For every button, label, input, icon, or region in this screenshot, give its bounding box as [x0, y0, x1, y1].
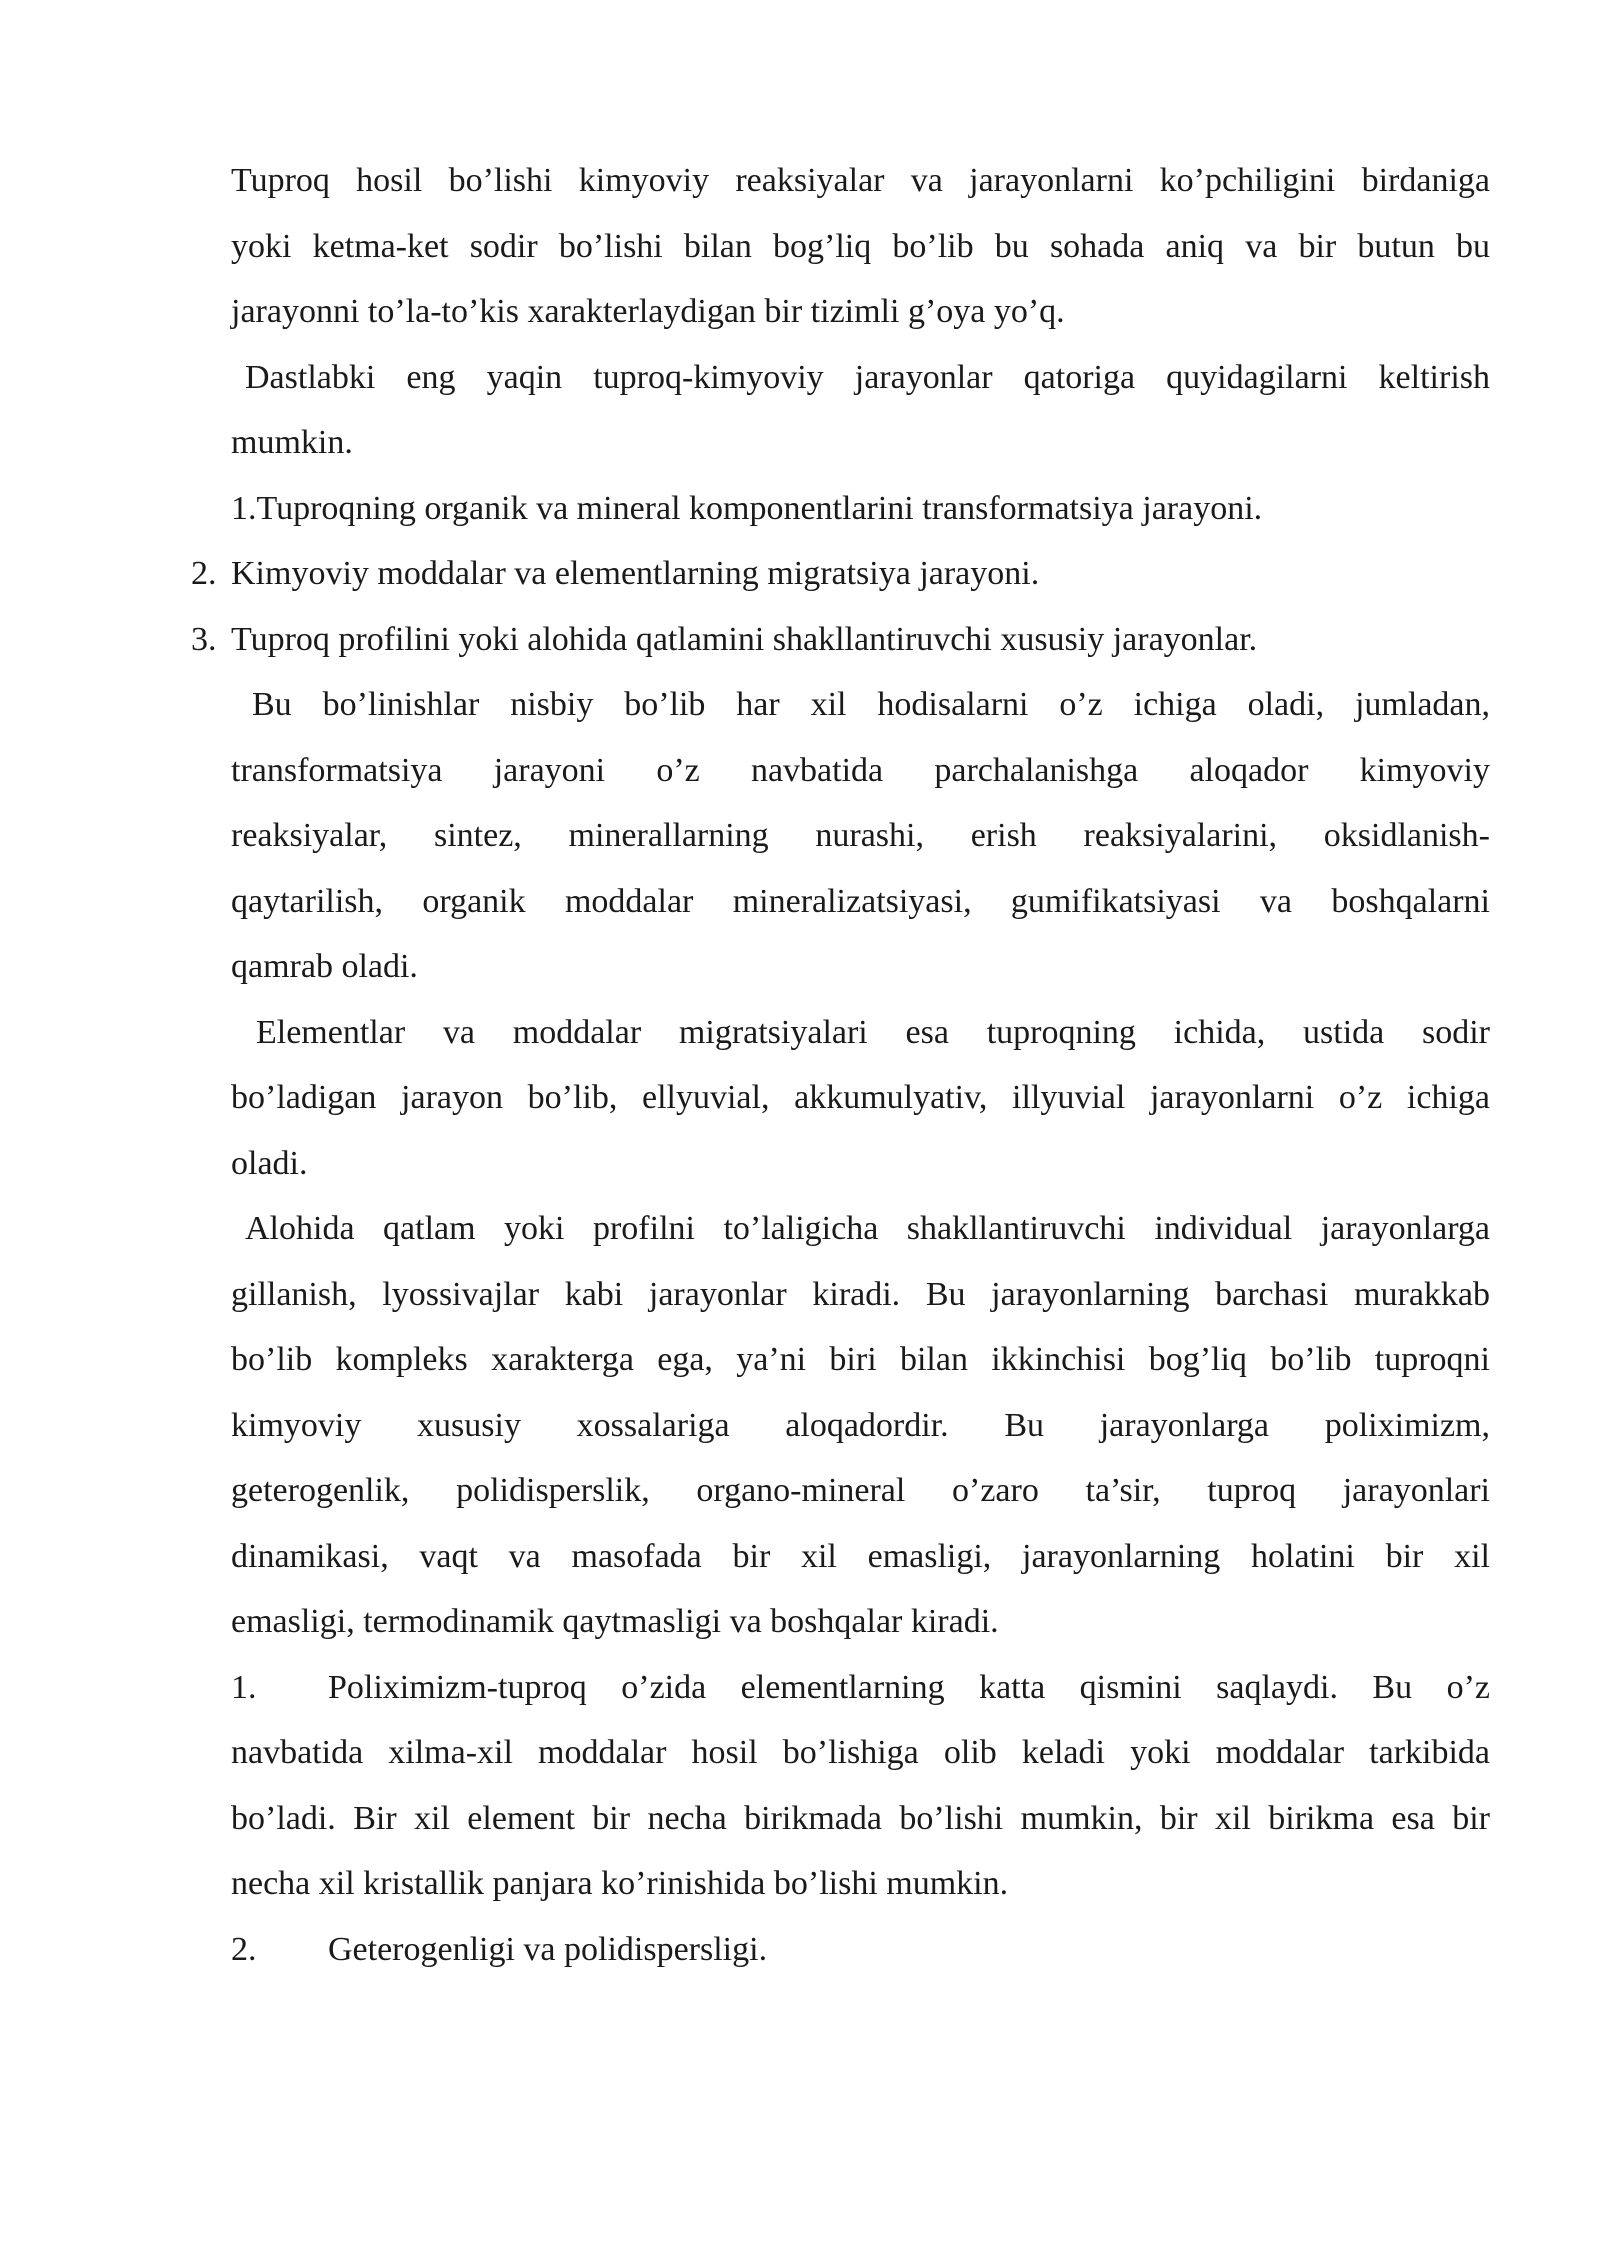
text-line: gillanish, lyossivajlar kabi jarayonlar kiradi. Bu jarayonlarning barchasi murakkab: [231, 1275, 1490, 1313]
text-line: emasligi, termodinamik qaytmasligi va boshqalar kiradi.: [231, 1603, 999, 1640]
list-number: 1.: [231, 1668, 257, 1706]
text-line: bo’ladigan jarayon bo’lib, ellyuvial, akkumulyativ, illyuvial jarayonlarni o’z ichiga: [231, 1079, 1490, 1116]
list-item: [191, 607, 1490, 673]
list-text: Kimyoviy moddalar va elementlarning migratsiya jarayoni.: [231, 555, 1040, 592]
list-item: [231, 1655, 1490, 1721]
list-item: [191, 541, 1490, 607]
list-text: Tuproq profilini yoki alohida qatlamini shakllantiruvchi xususiy jarayonlar.: [231, 620, 1258, 658]
text-line: navbatida xilma-xil moddalar hosil bo’lishiga olib keladi yoki moddalar tarkibida: [231, 1734, 1490, 1771]
text-line: Bu bo’linishlar nisbiy bo’lib har xil hodisalarni o’z ichiga oladi, jumladan,: [252, 686, 1490, 723]
text-line: Alohida qatlam yoki profilni to’laligicha shakllantiruvchi individual jarayonlarga: [245, 1210, 1490, 1247]
text-line: yoki ketma-ket sodir bo’lishi bilan bog’liq bo’lib bu sohada aniq va bir butun bu: [231, 227, 1490, 265]
text-line: kimyoviy xususiy xossalariga aloqadordir. Bu jarayonlarga poliximizm,: [231, 1406, 1490, 1444]
text-line: Dastlabki eng yaqin tuproq-kimyoviy jarayonlar qatoriga quyidagilarni keltirish: [245, 358, 1490, 396]
document-body: [191, 148, 1490, 1982]
text-line: qaytarilish, organik moddalar mineralizatsiyasi, gumifikatsiyasi va boshqalarni: [231, 882, 1490, 920]
text-line: qamrab oladi.: [231, 948, 418, 985]
list-number: 2.: [231, 1930, 257, 1968]
text-line: oladi.: [231, 1144, 308, 1182]
text-line: 1.Tuproqning organik va mineral komponentlarini transformatsiya jarayoni.: [231, 489, 1263, 527]
text-line: jarayonni to’la-to’kis xarakterlaydigan bir tizimli g’oya yo’q.: [231, 293, 1065, 330]
text-line: necha xil kristallik panjara ko’rinishida bo’lishi mumkin.: [231, 1865, 1009, 1902]
text-line: geterogenlik, polidisperslik, organo-mineral o’zaro ta’sir, tuproq jarayonlari: [231, 1472, 1490, 1509]
text-line: dinamikasi, vaqt va masofada bir xil emasligi, jarayonlarning holatini bir xil: [231, 1537, 1490, 1575]
list-text: Geterogenligi va polidispersligi.: [328, 1930, 768, 1968]
list-number: 2.: [191, 555, 217, 592]
text-line: Elementlar va moddalar migratsiyalari esa tuproqning ichida, ustida sodir: [256, 1013, 1490, 1051]
text-line: reaksiyalar, sintez, minerallarning nurashi, erish reaksiyalarini, oksidlanish-: [231, 817, 1490, 854]
text-line: bo’ladi. Bir xil element bir necha birikmada bo’lishi mumkin, bir xil birikma esa bir: [231, 1799, 1490, 1837]
text-line: Tuproq hosil bo’lishi kimyoviy reaksiyalar va jarayonlarni ko’pchiligini birdaniga: [231, 162, 1490, 199]
list-number: 3.: [191, 620, 217, 658]
list-item: [231, 1917, 1490, 1983]
text-line: bo’lib kompleks xarakterga ega, ya’ni biri bilan ikkinchisi bog’liq bo’lib tuproqni: [231, 1341, 1490, 1378]
text-line: mumkin.: [231, 424, 353, 461]
text-line: transformatsiya jarayoni o’z navbatida parchalanishga aloqador kimyoviy: [231, 751, 1490, 789]
list-text: Poliximizm-tuproq o’zida elementlarning katta qismini saqlaydi. Bu o’z: [328, 1668, 1490, 1706]
